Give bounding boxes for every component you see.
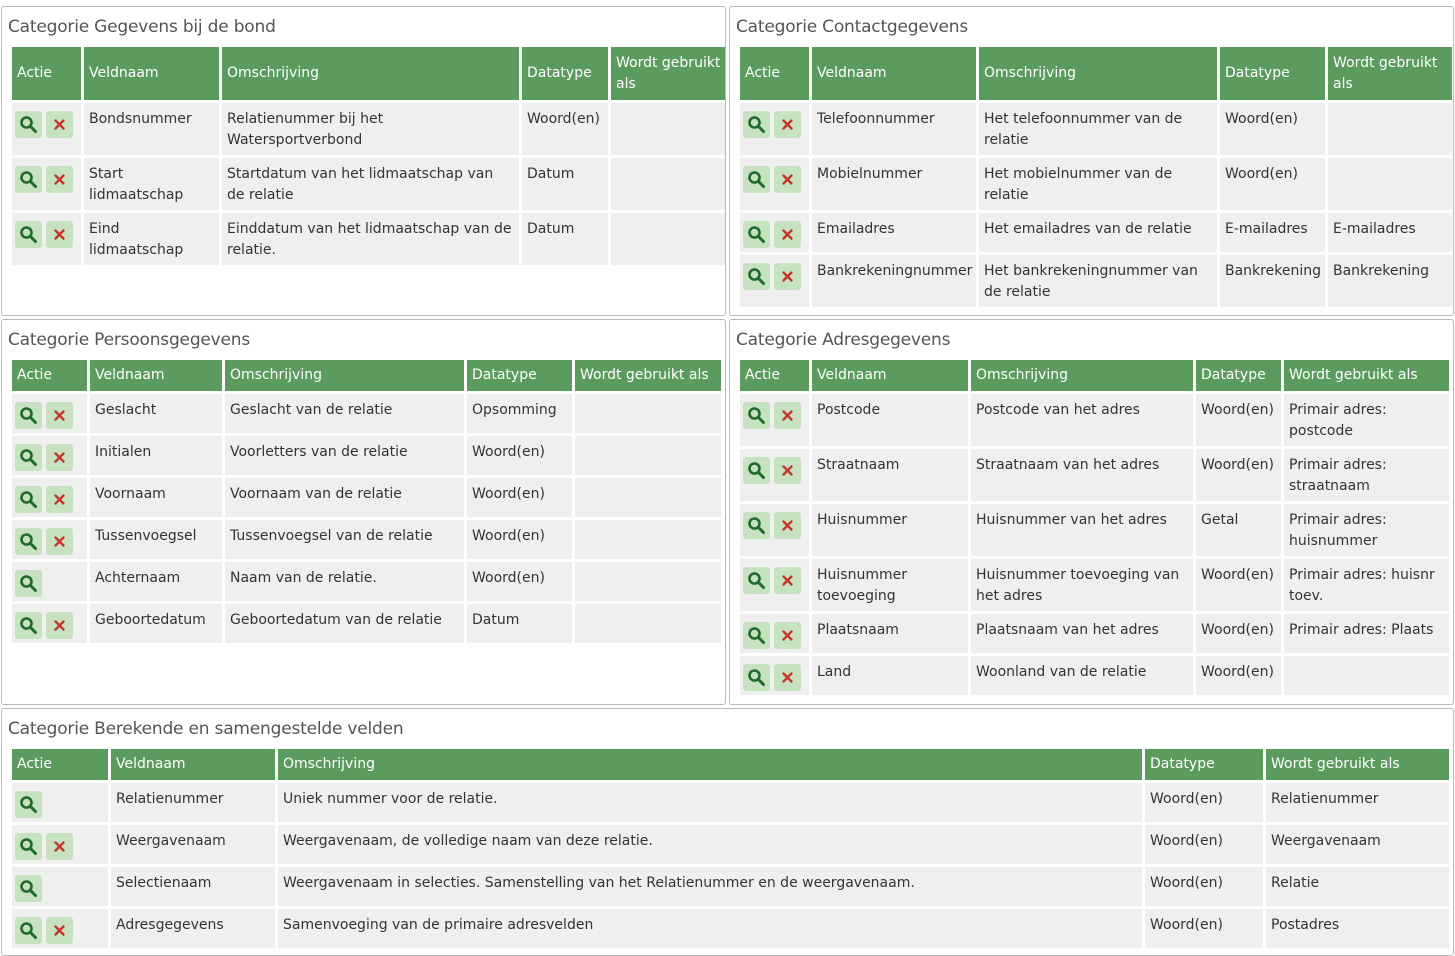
table-row — [740, 394, 1449, 446]
delete-button[interactable] — [46, 486, 73, 513]
cell-omschrijving: Geboortedatum van de relatie — [225, 604, 464, 643]
view-button[interactable] — [15, 166, 42, 193]
cell-gebruikt-als: Primair adres: straatnaam — [1284, 449, 1449, 501]
column-header-datatype[interactable]: Datatype — [1196, 360, 1281, 391]
view-button[interactable] — [15, 402, 42, 429]
panel-contact — [729, 6, 1454, 316]
column-header-actie[interactable]: Actie — [740, 47, 809, 100]
cell-datatype: Woord(en) — [1145, 783, 1263, 822]
cell-gebruikt-als: Relatie — [1266, 867, 1449, 906]
delete-button[interactable] — [46, 444, 73, 471]
cell-datatype: Woord(en) — [1220, 158, 1325, 210]
row-actions — [12, 520, 87, 559]
row-actions — [740, 103, 809, 155]
row-actions — [12, 103, 81, 155]
column-header-actie[interactable]: Actie — [12, 749, 108, 780]
row-actions — [12, 158, 81, 210]
row-actions — [740, 394, 809, 446]
row-actions — [740, 449, 809, 501]
view-button[interactable] — [743, 166, 770, 193]
cell-datatype: Woord(en) — [1196, 614, 1281, 653]
table-row — [740, 103, 1452, 155]
delete-button[interactable] — [46, 402, 73, 429]
cell-veldnaam: Plaatsnaam — [812, 614, 968, 653]
cell-veldnaam: Bankrekeningnummer — [812, 255, 976, 307]
cell-veldnaam: Achternaam — [90, 562, 222, 601]
cell-gebruikt-als — [1284, 656, 1449, 695]
cell-omschrijving: Tussenvoegsel van de relatie — [225, 520, 464, 559]
cell-gebruikt-als: E-mailadres — [1328, 213, 1452, 252]
table-row — [12, 103, 726, 155]
cell-veldnaam: Bondsnummer — [84, 103, 219, 155]
table-row — [12, 478, 721, 517]
row-actions — [740, 614, 809, 653]
view-button[interactable] — [743, 512, 770, 539]
panel-bond — [1, 6, 726, 316]
cell-veldnaam: Straatnaam — [812, 449, 968, 501]
cell-veldnaam: Emailadres — [812, 213, 976, 252]
column-header-gebruikt-als[interactable]: Wordt gebruikt als — [1328, 47, 1452, 100]
view-button[interactable] — [15, 791, 42, 818]
cell-omschrijving: Naam van de relatie. — [225, 562, 464, 601]
cell-veldnaam: Start lidmaatschap — [84, 158, 219, 210]
cell-gebruikt-als: Primair adres: Plaats — [1284, 614, 1449, 653]
panel-title: Categorie Persoonsgegevens — [8, 330, 251, 350]
table-row — [12, 867, 1449, 906]
cell-datatype: Woord(en) — [1196, 394, 1281, 446]
view-button[interactable] — [15, 570, 42, 597]
cell-omschrijving: Het telefoonnummer van de relatie — [979, 103, 1217, 155]
column-header-omschrijving[interactable]: Omschrijving — [225, 360, 464, 391]
row-actions — [740, 158, 809, 210]
view-button[interactable] — [15, 111, 42, 138]
panel-title: Categorie Contactgegevens — [736, 17, 968, 37]
cell-datatype: Woord(en) — [1196, 559, 1281, 611]
cell-gebruikt-als — [575, 478, 721, 517]
table-row — [12, 783, 1449, 822]
cell-veldnaam: Weergavenaam — [111, 825, 275, 864]
table-row — [12, 909, 1449, 948]
view-button[interactable] — [15, 528, 42, 555]
table-row — [12, 562, 721, 601]
delete-button[interactable] — [46, 166, 73, 193]
column-header-gebruikt-als[interactable]: Wordt gebruikt als — [611, 47, 726, 100]
view-button[interactable] — [15, 612, 42, 639]
table-row — [740, 213, 1452, 252]
table-row — [740, 158, 1452, 210]
delete-button[interactable] — [46, 528, 73, 555]
cell-datatype: Woord(en) — [467, 478, 572, 517]
table-row — [740, 614, 1449, 653]
cell-gebruikt-als — [575, 604, 721, 643]
delete-button[interactable] — [774, 111, 801, 138]
row-actions — [12, 783, 108, 822]
view-button[interactable] — [15, 486, 42, 513]
delete-button[interactable] — [774, 512, 801, 539]
cell-gebruikt-als — [1328, 158, 1452, 210]
cell-veldnaam: Huisnummer toevoeging — [812, 559, 968, 611]
column-header-actie[interactable]: Actie — [12, 47, 81, 100]
column-header-actie[interactable]: Actie — [740, 360, 809, 391]
table-row — [12, 520, 721, 559]
column-header-gebruikt-als[interactable]: Wordt gebruikt als — [1284, 360, 1449, 391]
cell-omschrijving: Voorletters van de relatie — [225, 436, 464, 475]
row-actions — [740, 213, 809, 252]
column-header-omschrijving[interactable]: Omschrijving — [278, 749, 1142, 780]
view-button[interactable] — [743, 402, 770, 429]
cell-datatype: Woord(en) — [522, 103, 608, 155]
table-row — [12, 394, 721, 433]
fields-table — [9, 746, 1452, 951]
column-header-veldnaam[interactable]: Veldnaam — [812, 360, 968, 391]
cell-omschrijving: Huisnummer toevoeging van het adres — [971, 559, 1193, 611]
row-actions — [740, 559, 809, 611]
cell-veldnaam: Selectienaam — [111, 867, 275, 906]
view-button[interactable] — [15, 833, 42, 860]
panel-title: Categorie Berekende en samengestelde velden — [8, 719, 404, 739]
cell-omschrijving: Geslacht van de relatie — [225, 394, 464, 433]
view-button[interactable] — [15, 875, 42, 902]
cell-veldnaam: Postcode — [812, 394, 968, 446]
delete-button[interactable] — [46, 612, 73, 639]
row-actions — [12, 562, 87, 601]
cell-datatype: Datum — [522, 158, 608, 210]
cell-datatype: Woord(en) — [467, 520, 572, 559]
column-header-datatype[interactable]: Datatype — [1220, 47, 1325, 100]
cell-gebruikt-als: Bankrekening — [1328, 255, 1452, 307]
column-header-actie[interactable]: Actie — [12, 360, 87, 391]
cell-veldnaam: Mobielnummer — [812, 158, 976, 210]
column-header-veldnaam[interactable]: Veldnaam — [111, 749, 275, 780]
row-actions — [12, 213, 81, 265]
cell-datatype: Woord(en) — [1220, 103, 1325, 155]
cell-datatype: Woord(en) — [1196, 656, 1281, 695]
cell-veldnaam: Tussenvoegsel — [90, 520, 222, 559]
cell-omschrijving: Weergavenaam, de volledige naam van deze relatie. — [278, 825, 1142, 864]
row-actions — [12, 478, 87, 517]
cell-gebruikt-als — [575, 394, 721, 433]
cell-gebruikt-als: Primair adres: postcode — [1284, 394, 1449, 446]
cell-omschrijving: Het emailadres van de relatie — [979, 213, 1217, 252]
table-row — [740, 656, 1449, 695]
cell-omschrijving: Postcode van het adres — [971, 394, 1193, 446]
cell-veldnaam: Eind lidmaatschap — [84, 213, 219, 265]
cell-omschrijving: Startdatum van het lidmaatschap van de relatie — [222, 158, 519, 210]
cell-omschrijving: Het mobielnummer van de relatie — [979, 158, 1217, 210]
row-actions — [740, 255, 809, 307]
cell-omschrijving: Relatienummer bij het Watersportverbond — [222, 103, 519, 155]
table-row — [740, 559, 1449, 611]
cell-datatype: Datum — [522, 213, 608, 265]
cell-omschrijving: Plaatsnaam van het adres — [971, 614, 1193, 653]
cell-datatype: Woord(en) — [1145, 825, 1263, 864]
table-row — [12, 158, 726, 210]
cell-gebruikt-als: Postadres — [1266, 909, 1449, 948]
view-button[interactable] — [743, 111, 770, 138]
cell-omschrijving: Weergavenaam in selecties. Samenstelling van het Relatienummer en de weergavenaam. — [278, 867, 1142, 906]
row-actions — [12, 867, 108, 906]
fields-table — [737, 357, 1452, 698]
column-header-omschrijving[interactable]: Omschrijving — [979, 47, 1217, 100]
delete-button[interactable] — [46, 833, 73, 860]
cell-omschrijving: Einddatum van het lidmaatschap van de relatie. — [222, 213, 519, 265]
row-actions — [12, 825, 108, 864]
panel-title: Categorie Adresgegevens — [736, 330, 951, 350]
panel-adres — [729, 319, 1454, 705]
fields-table — [9, 357, 724, 646]
cell-omschrijving: Uniek nummer voor de relatie. — [278, 783, 1142, 822]
cell-datatype: Bankrekening — [1220, 255, 1325, 307]
cell-gebruikt-als — [575, 436, 721, 475]
column-header-veldnaam[interactable]: Veldnaam — [812, 47, 976, 100]
view-button[interactable] — [15, 444, 42, 471]
cell-datatype: Opsomming — [467, 394, 572, 433]
cell-omschrijving: Het bankrekeningnummer van de relatie — [979, 255, 1217, 307]
view-button[interactable] — [743, 622, 770, 649]
table-row — [12, 604, 721, 643]
column-header-gebruikt-als[interactable]: Wordt gebruikt als — [1266, 749, 1449, 780]
view-button[interactable] — [743, 664, 770, 691]
cell-gebruikt-als: Weergavenaam — [1266, 825, 1449, 864]
panel-title: Categorie Gegevens bij de bond — [8, 17, 276, 37]
cell-omschrijving: Huisnummer van het adres — [971, 504, 1193, 556]
cell-veldnaam: Relatienummer — [111, 783, 275, 822]
cell-datatype: Datum — [467, 604, 572, 643]
row-actions — [740, 504, 809, 556]
delete-button[interactable] — [774, 221, 801, 248]
column-header-omschrijving[interactable]: Omschrijving — [222, 47, 519, 100]
view-button[interactable] — [743, 221, 770, 248]
view-button[interactable] — [15, 917, 42, 944]
column-header-datatype[interactable]: Datatype — [522, 47, 608, 100]
cell-omschrijving: Samenvoeging van de primaire adresvelden — [278, 909, 1142, 948]
panel-berekend — [1, 708, 1454, 956]
delete-button[interactable] — [774, 664, 801, 691]
fields-table — [9, 44, 726, 268]
column-header-veldnaam[interactable]: Veldnaam — [84, 47, 219, 100]
cell-datatype: Woord(en) — [467, 436, 572, 475]
cell-veldnaam: Telefoonnummer — [812, 103, 976, 155]
table-row — [12, 436, 721, 475]
cell-datatype: Woord(en) — [1145, 909, 1263, 948]
view-button[interactable] — [743, 567, 770, 594]
cell-veldnaam: Land — [812, 656, 968, 695]
delete-button[interactable] — [46, 221, 73, 248]
table-row — [12, 213, 726, 265]
cell-gebruikt-als — [1328, 103, 1452, 155]
cell-omschrijving: Straatnaam van het adres — [971, 449, 1193, 501]
delete-button[interactable] — [774, 402, 801, 429]
cell-gebruikt-als: Primair adres: huisnummer — [1284, 504, 1449, 556]
column-header-datatype[interactable]: Datatype — [1145, 749, 1263, 780]
delete-button[interactable] — [46, 111, 73, 138]
cell-omschrijving: Woonland van de relatie — [971, 656, 1193, 695]
delete-button[interactable] — [774, 457, 801, 484]
cell-gebruikt-als: Primair adres: huisnr toev. — [1284, 559, 1449, 611]
table-row — [12, 825, 1449, 864]
table-row — [740, 504, 1449, 556]
cell-veldnaam: Geslacht — [90, 394, 222, 433]
row-actions — [12, 394, 87, 433]
cell-datatype: Woord(en) — [1145, 867, 1263, 906]
column-header-veldnaam[interactable]: Veldnaam — [90, 360, 222, 391]
cell-omschrijving: Voornaam van de relatie — [225, 478, 464, 517]
cell-veldnaam: Adresgegevens — [111, 909, 275, 948]
cell-datatype: Woord(en) — [467, 562, 572, 601]
cell-gebruikt-als — [611, 213, 726, 265]
column-header-omschrijving[interactable]: Omschrijving — [971, 360, 1193, 391]
cell-gebruikt-als — [611, 158, 726, 210]
cell-veldnaam: Voornaam — [90, 478, 222, 517]
cell-gebruikt-als — [575, 520, 721, 559]
column-header-datatype[interactable]: Datatype — [467, 360, 572, 391]
table-row — [740, 449, 1449, 501]
cell-datatype: Getal — [1196, 504, 1281, 556]
row-actions — [12, 604, 87, 643]
row-actions — [12, 436, 87, 475]
view-button[interactable] — [15, 221, 42, 248]
delete-button[interactable] — [774, 622, 801, 649]
panel-persoon — [1, 319, 726, 705]
cell-gebruikt-als: Relatienummer — [1266, 783, 1449, 822]
cell-veldnaam: Initialen — [90, 436, 222, 475]
view-button[interactable] — [743, 263, 770, 290]
row-actions — [740, 656, 809, 695]
cell-datatype: E-mailadres — [1220, 213, 1325, 252]
cell-veldnaam: Huisnummer — [812, 504, 968, 556]
cell-gebruikt-als — [611, 103, 726, 155]
cell-datatype: Woord(en) — [1196, 449, 1281, 501]
table-row — [740, 255, 1452, 307]
delete-button[interactable] — [774, 166, 801, 193]
delete-button[interactable] — [774, 263, 801, 290]
delete-button[interactable] — [46, 917, 73, 944]
row-actions — [12, 909, 108, 948]
cell-gebruikt-als — [575, 562, 721, 601]
fields-table — [737, 44, 1454, 310]
cell-veldnaam: Geboortedatum — [90, 604, 222, 643]
view-button[interactable] — [743, 457, 770, 484]
delete-button[interactable] — [774, 567, 801, 594]
column-header-gebruikt-als[interactable]: Wordt gebruikt als — [575, 360, 721, 391]
